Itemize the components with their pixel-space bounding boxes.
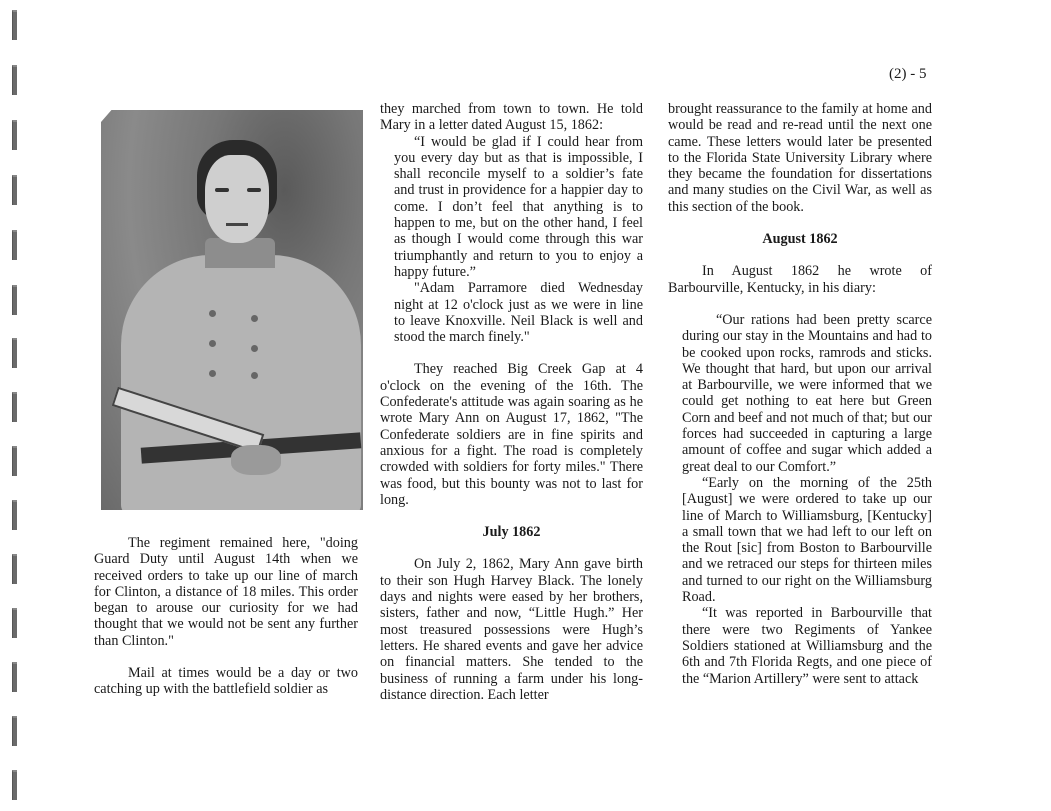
binder-ring [12,392,17,422]
photo-eye [215,188,229,192]
diary-quote: “Our rations had been pretty scarce during our stay in the Mountains and had to be cooked upon rocks, ramrods and sticks. We thought that hard, but upon our arrival at Barbourville, we were informed that we could get nothing to eat here but Green Corn and beef and not much of that; but our forces had succeeded in capturing a large amount of coffee and sugar which added a great deal to our Comfort.” [682,311,932,475]
paragraph: They reached Big Creek Gap at 4 o'clock on the evening of the 16th. The Confederate's attitude was again soaring as he wrote Mary Ann on August 17, 1862, "The Confederate soldiers are in fine spirits and anxious for a fight. The road is completely crowded with soldiers for forty miles." There was food, but this bounty was not to last for long. [380,361,643,508]
section-heading: July 1862 [482,524,541,541]
photo-coat-button [251,345,258,352]
paragraph: Mail at times would be a day or two catching up with the battlefield soldier as [94,665,358,698]
column-1 [94,535,358,698]
binder-ring [12,65,17,95]
photo-face [205,155,269,243]
diary-quote: “It was reported in Barbourville that there were two Regiments of Yankee Soldiers stationed at Williamsburg and the 6th and 7th Florida Regts, and one piece of the “Marion Artillery” were sent to attack [682,605,932,687]
photo-hands [231,445,281,475]
photo-eye [247,188,261,192]
binder-ring [12,662,17,692]
column-2 [380,101,643,703]
photo-coat-button [209,370,216,377]
binder-ring [12,230,17,260]
binder-ring [12,285,17,315]
paragraph: brought reassurance to the family at home and would be read and re-read until the next one came. These letters would later be presented to the Florida State University Library where they became the foundation for dissertations and many studies on the Civil War, as well as this section of the book. [668,101,932,215]
diary-quote: “Early on the morning of the 25th [August] we were ordered to take up our line of March to Williamsburg, [Kentucky] a small town that we had left to our left on the Rout [sic] from Boston to Barbourville and we retraced our steps for thirteen miles and turned to our right on the Williamsburg Road. [682,474,932,606]
binder-ring [12,446,17,476]
paragraph: The regiment remained here, "doing Guard Duty until August 14th when we received orders to take up our line of march for Clinton, a distance of 18 miles. This order began to arouse our curiosity for we had thought that we would not be sent any further than Clinton." [94,535,358,649]
photo-coat-button [251,315,258,322]
soldier-portrait-photo [101,110,363,510]
binder-ring [12,554,17,584]
paragraph: On July 2, 1862, Mary Ann gave birth to their son Hugh Harvey Black. The lonely days and nights were eased by her brothers, sisters, father and now, “Little Hugh.” Her most treasured possessions were Hugh’s letters. He shared events and gave her advice on financial matters. She tended to the business of running a farm under his long-distance direction. Each letter [380,556,643,703]
binder-ring [12,120,17,150]
binder-ring-holes [12,0,24,811]
letter-quote: "Adam Parramore died Wednesday night at 12 o'clock just as we were in line to leave Knoxville. Neil Black is well and stood the march finely." [394,280,643,346]
binder-ring [12,338,17,368]
photo-mouth [226,223,248,226]
photo-coat-button [209,310,216,317]
paragraph: In August 1862 he wrote of Barbourville, Kentucky, in his diary: [668,263,932,296]
photo-coat-button [251,372,258,379]
binder-ring [12,175,17,205]
paragraph: they marched from town to town. He told Mary in a letter dated August 15, 1862: [380,101,643,134]
page-number: (2) - 5 [889,66,927,82]
binder-ring [12,10,17,40]
letter-quote: “I would be glad if I could hear from you every day but as that is impossible, I shall reconcile myself to a soldier’s fate and trust in providence for a happier day to come. I don’t feel that anything is to happen to me, but on the other hand, I feel as though I would come through this war triumphantly and return to you to enjoy a happy future.” [394,133,643,280]
binder-ring [12,500,17,530]
photo-coat-button [209,340,216,347]
binder-ring [12,770,17,800]
binder-ring [12,608,17,638]
section-heading: August 1862 [762,231,838,248]
binder-ring [12,716,17,746]
column-3 [668,101,932,687]
